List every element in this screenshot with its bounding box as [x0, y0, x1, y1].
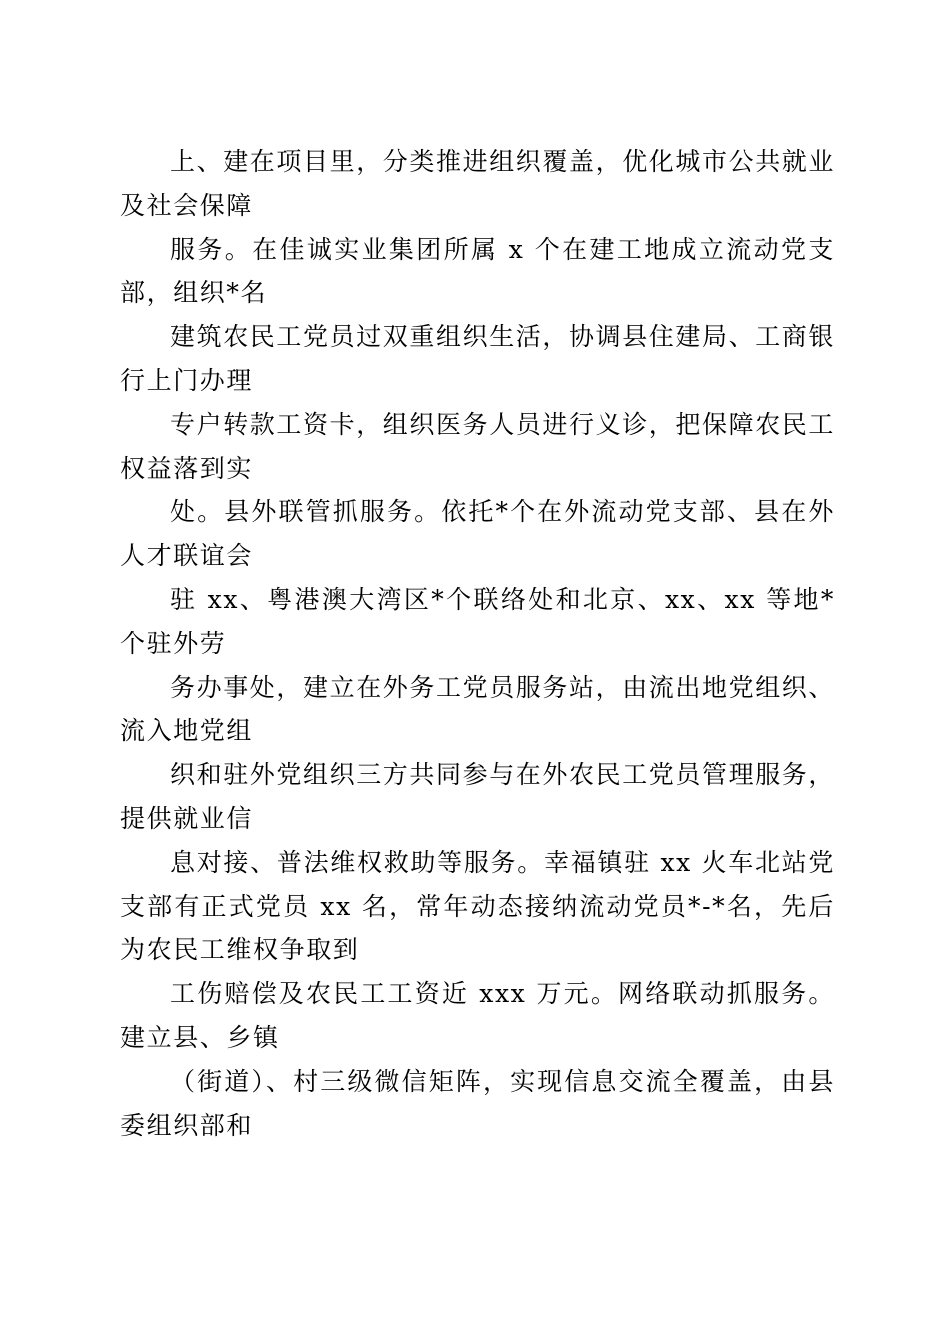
- paragraph: 织和驻外党组织三方共同参与在外农民工党员管理服务，提供就业信: [120, 760, 836, 833]
- paragraph: 处。县外联管抓服务。依托*个在外流动党支部、县在外人才联谊会: [120, 497, 835, 571]
- paragraph: （街道）、村三级微信矩阵，实现信息交流全覆盖，由县委组织部和: [120, 1066, 835, 1140]
- paragraph: 务办事处，建立在外务工党员服务站，由流出地党组织、流入地党组: [120, 672, 836, 746]
- paragraph: 建筑农民工党员过双重组织生活，协调县住建局、工商银行上门办理: [120, 322, 836, 395]
- document-body: [120, 140, 835, 1147]
- paragraph: 息对接、普法维权救助等服务。幸福镇驻 xx 火车北站党支部有正式党员 xx 名，常年动态接纳流动党员*-*名，先后为农民工维权争取到: [120, 847, 835, 965]
- paragraph: 上、建在项目里，分类推进组织覆盖，优化城市公共就业及社会保障: [120, 147, 836, 220]
- paragraph: 服务。在佳诚实业集团所属 x 个在建工地成立流动党支部，组织*名: [120, 234, 835, 308]
- paragraph: 专户转款工资卡，组织医务人员进行义诊，把保障农民工权益落到实: [120, 409, 836, 483]
- paragraph: 驻 xx、粤港澳大湾区*个联络处和北京、xx、xx 等地*个驻外劳: [120, 584, 835, 658]
- paragraph: 工伤赔偿及农民工工资近 xxx 万元。网络联动抓服务。建立县、乡镇: [120, 979, 835, 1052]
